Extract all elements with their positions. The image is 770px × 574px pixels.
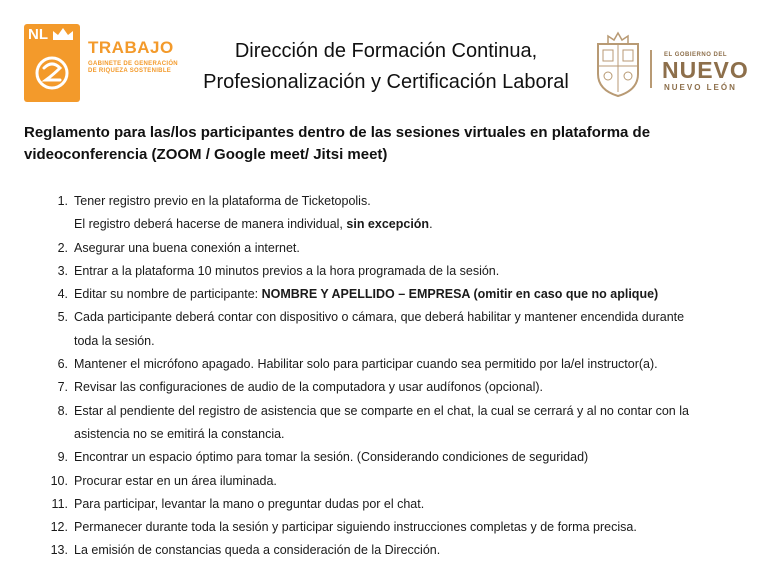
gobierno-place: NUEVO LEÓN <box>664 83 737 92</box>
nl-badge <box>24 24 80 102</box>
rule-text-continuation: El registro deberá hacerse de manera individual, sin excepción. <box>74 217 433 232</box>
rule-item <box>44 353 744 376</box>
rule-text: Encontrar un espacio óptimo para tomar la sesión. (Considerando condiciones de seguridad) <box>74 450 589 465</box>
rule-number: 3. <box>57 263 68 278</box>
gobierno-small-text: EL GOBIERNO DEL <box>664 52 728 58</box>
gobierno-name: NUEVO <box>662 57 749 83</box>
rules-list <box>44 190 744 563</box>
rule-item <box>44 283 744 306</box>
rule-text: Procurar estar en un área iluminada. <box>74 473 277 488</box>
rule-number: 12. <box>50 520 68 535</box>
rule-emphasis: NOMBRE Y APELLIDO – EMPRESA (omitir en caso que no aplique) <box>261 287 659 302</box>
coat-of-arms-icon <box>592 30 644 98</box>
title-line-1: Dirección de Formación Continua, <box>234 40 538 62</box>
rule-text: Revisar las configuraciones de audio de la computadora y usar audífonos (opcional). <box>74 380 544 395</box>
rule-item <box>44 237 744 260</box>
rule-text: Cada participante deberá contar con dispositivo o cámara, que deberá habilitar y mantener encendida durante <box>74 310 685 325</box>
rule-item <box>44 400 744 447</box>
rule-number: 7. <box>57 380 68 395</box>
rule-item <box>44 260 744 283</box>
rule-text-continuation: asistencia no se emitirá la constancia. <box>74 426 285 441</box>
rule-text: Para participar, levantar la mano o preguntar dudas por el chat. <box>74 496 425 511</box>
trabajo-subtitle: GABINETE DE GENERACIÓN DE RIQUEZA SOSTENIBLE <box>88 61 178 74</box>
trabajo-logo <box>24 24 184 108</box>
rule-item <box>44 446 744 469</box>
rule-text: Estar al pendiente del registro de asistencia que se comparte en el chat, la cual se cerrará y al no contar con la <box>74 403 689 418</box>
heading-line-2: videoconferencia (ZOOM / Google meet/ Jitsi meet) <box>24 146 388 163</box>
rule-number: 11. <box>51 496 68 511</box>
rule-text: Permanecer durante toda la sesión y participar siguiendo instrucciones completas y de forma precisa. <box>74 520 637 535</box>
rule-item <box>44 470 744 493</box>
rule-text: Tener registro previo en la plataforma de Ticketopolis. <box>74 194 371 208</box>
rule-text: Mantener el micrófono apagado. Habilitar solo para participar cuando sea permitido por la/el instructor(a). <box>74 357 658 372</box>
trabajo-name: TRABAJO <box>88 38 174 57</box>
rule-number: 1. <box>57 194 68 208</box>
rule-number: 10. <box>50 473 68 488</box>
seal-icon <box>34 54 70 92</box>
rule-number: 4. <box>57 287 68 302</box>
rule-item <box>44 190 744 237</box>
rule-text: Asegurar una buena conexión a internet. <box>74 240 300 255</box>
rule-text: Editar su nombre de participante: <box>74 287 262 302</box>
rule-number: 9. <box>57 450 68 465</box>
rule-emphasis: sin excepción <box>346 217 430 232</box>
rule-text: La emisión de constancias queda a consideración de la Dirección. <box>74 543 441 558</box>
nl-badge-text: NL <box>28 26 48 43</box>
rule-item <box>44 493 744 516</box>
crown-icon <box>52 27 74 41</box>
rule-item <box>44 539 744 562</box>
rule-number: 5. <box>57 310 68 325</box>
gobierno-logo <box>592 26 752 106</box>
rule-number: 6. <box>57 357 68 372</box>
rule-number: 13. <box>50 543 68 558</box>
logo-divider <box>650 50 652 88</box>
rule-item <box>44 376 744 399</box>
page-title <box>186 36 586 98</box>
rule-text-continuation: toda la sesión. <box>74 333 155 348</box>
rules-heading <box>24 122 724 166</box>
heading-line-1: Reglamento para las/los participantes dentro de las sesiones virtuales en plataforma de <box>24 124 651 141</box>
rule-item <box>44 306 744 353</box>
rule-number: 2. <box>57 240 68 255</box>
rule-item <box>44 516 744 539</box>
rule-text: Entrar a la plataforma 10 minutos previos a la hora programada de la sesión. <box>74 263 500 278</box>
title-line-2: Profesionalización y Certificación Laboral <box>203 71 569 93</box>
rule-number: 8. <box>57 403 68 418</box>
